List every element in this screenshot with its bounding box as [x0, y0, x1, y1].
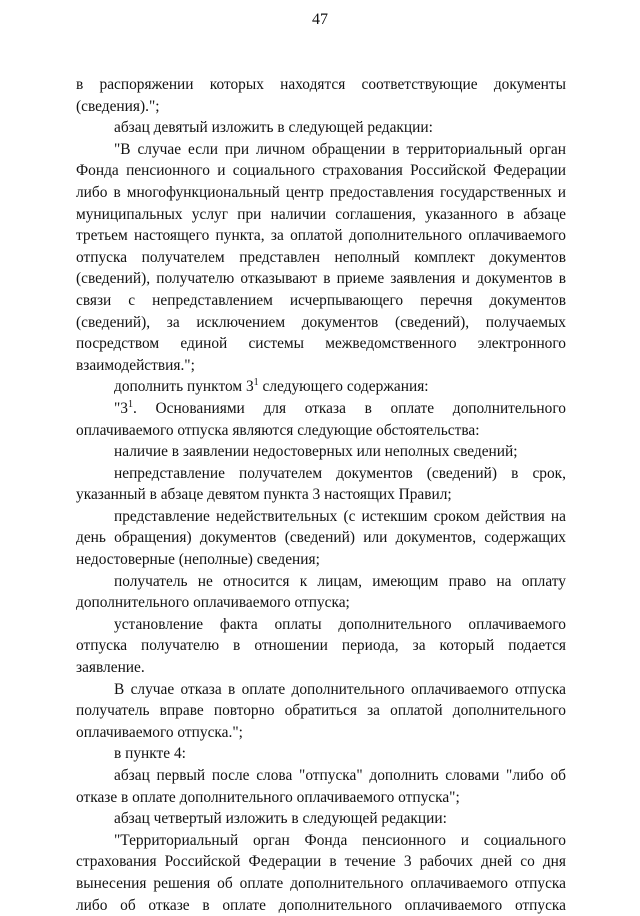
paragraph: [76, 398, 566, 441]
paragraph-text: "3: [114, 399, 128, 417]
paragraph: непредставление получателем документов (сведений) в срок, указанный в абзаце девятом пункта 3 настоящих Правил;: [76, 464, 566, 504]
superscript: 1: [127, 398, 133, 410]
paragraph: абзац девятый изложить в следующей редакции:: [114, 119, 433, 137]
paragraph-text: дополнить пунктом 3: [114, 378, 254, 396]
paragraph: абзац первый после слова "отпуска" дополнить словами "либо об отказе в оплате дополнительного оплачиваемого отпуска";: [76, 767, 566, 806]
paragraph-text: следующего содержания:: [258, 378, 429, 396]
document-body: [76, 74, 566, 916]
paragraph: установление факта оплаты дополнительного оплачиваемого отпуска получателю в отношении периода, за который подается заявление.: [76, 615, 566, 677]
superscript: 1: [253, 377, 259, 389]
paragraph: В случае отказа в оплате дополнительного оплачиваемого отпуска получатель вправе повторно обратиться за оплатой дополнительного оплачиваемого отпуска.";: [76, 680, 566, 741]
paragraph: абзац четвертый изложить в следующей редакции:: [114, 810, 447, 828]
paragraph: [76, 376, 566, 398]
paragraph: наличие в заявлении недостоверных или неполных сведений;: [114, 443, 518, 461]
paragraph: получатель не относится к лицам, имеющим право на оплату дополнительного оплачиваемого отпуска;: [76, 572, 566, 612]
paragraph-text: . Основаниями для отказа в оплате дополнительного оплачиваемого отпуска являются следующие обстоятельства:: [76, 399, 566, 439]
paragraph: представление недействительных (с истекшим сроком действия на день обращения) документов (сведений) или документов, содержащих недостоверные (неполные) сведения;: [76, 507, 566, 569]
paragraph: "В случае если при личном обращении в территориальный орган Фонда пенсионного и социального страхования Российской Федерации либо в многофункциональный центр предоставления государственных и муниципальных услуг при наличии соглашения, указанного в абзаце третьем настоящего пункта, за оплатой дополнительного оплачиваемого отпуска получателем представлен неполный комплект документов (сведений), получателю отказывают в приеме заявления и документов в связи с непредставлением исчерпывающего перечня документов (сведений), за исключением документов (сведений), получаемых посредством единой системы межведомственного электронного взаимодействия.";: [76, 140, 566, 374]
paragraph: в распоряжении которых находятся соответствующие документы (сведения).";: [76, 76, 566, 115]
page-number: 47: [312, 11, 328, 28]
paragraph: в пункте 4:: [114, 745, 186, 763]
paragraph: "Территориальный орган Фонда пенсионного и социального страхования Российской Федерации в течение 3 рабочих дней со дня вынесения решения об оплате дополнительного оплачиваемого отпуска либо об отказе в оплате дополнительного оплачиваемого отпуска: [76, 831, 566, 914]
